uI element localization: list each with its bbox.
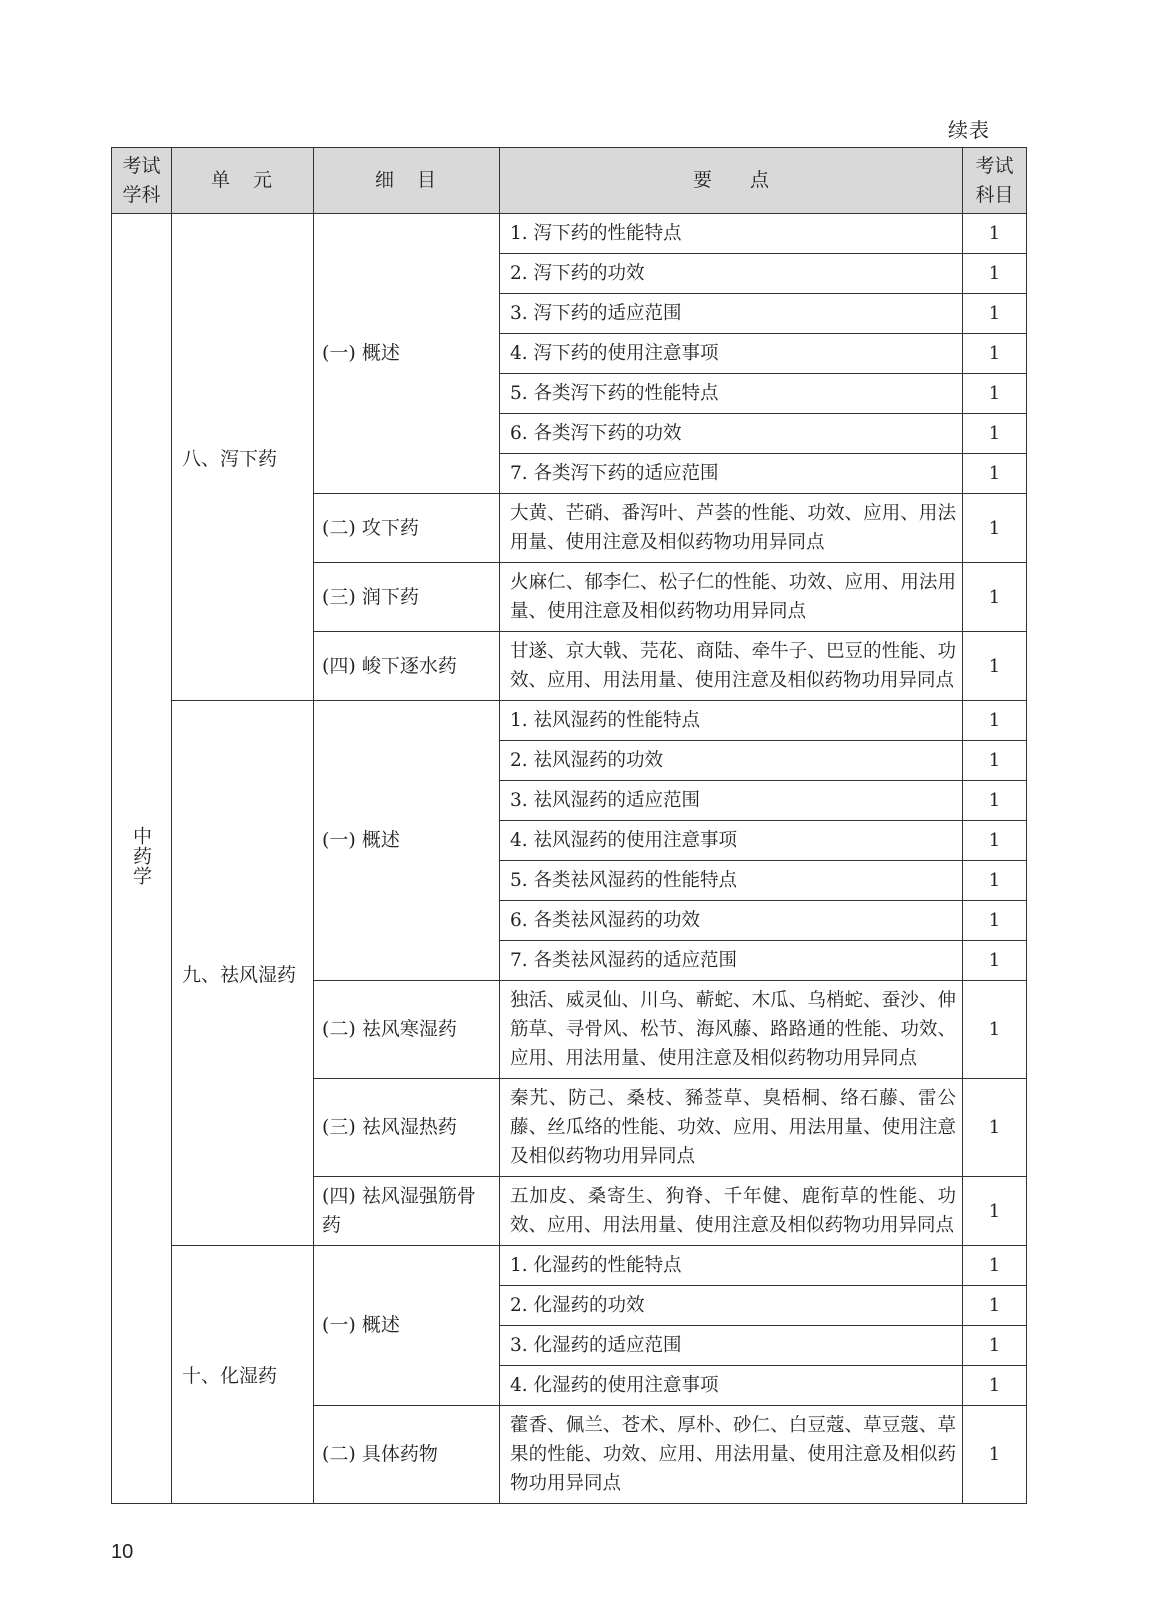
syllabus-table	[111, 147, 1027, 1504]
exam-cell: 1	[963, 701, 1027, 741]
header-subject: 考试 学科	[112, 148, 172, 214]
detail-cell: (三) 祛风湿热药	[314, 1079, 500, 1177]
point-cell: 藿香、佩兰、苍术、厚朴、砂仁、白豆蔻、草豆蔻、草果的性能、功效、应用、用法用量、使用注意及相似药物功用异同点	[500, 1406, 963, 1504]
table-body	[112, 214, 1027, 1504]
exam-cell: 1	[963, 294, 1027, 334]
exam-cell: 1	[963, 1246, 1027, 1286]
exam-cell: 1	[963, 1286, 1027, 1326]
point-cell: 7. 各类泻下药的适应范围	[500, 454, 963, 494]
detail-cell: (一) 概述	[314, 701, 500, 981]
header-detail: 细 目	[314, 148, 500, 214]
detail-cell: (一) 概述	[314, 1246, 500, 1406]
point-cell: 2. 化湿药的功效	[500, 1286, 963, 1326]
detail-cell: (三) 润下药	[314, 563, 500, 632]
point-cell: 4. 祛风湿药的使用注意事项	[500, 821, 963, 861]
point-cell: 4. 泻下药的使用注意事项	[500, 334, 963, 374]
table-row	[112, 701, 1027, 741]
exam-cell: 1	[963, 821, 1027, 861]
point-cell: 1. 化湿药的性能特点	[500, 1246, 963, 1286]
table-row	[112, 1246, 1027, 1286]
point-cell: 1. 祛风湿药的性能特点	[500, 701, 963, 741]
exam-cell: 1	[963, 632, 1027, 701]
detail-cell: (四) 祛风湿强筋骨药	[314, 1177, 500, 1246]
exam-cell: 1	[963, 741, 1027, 781]
detail-cell: (四) 峻下逐水药	[314, 632, 500, 701]
unit-cell: 九、祛风湿药	[172, 701, 314, 1246]
header-points: 要 点	[500, 148, 963, 214]
point-cell: 2. 祛风湿药的功效	[500, 741, 963, 781]
point-cell: 6. 各类祛风湿药的功效	[500, 901, 963, 941]
point-cell: 秦艽、防己、桑枝、豨莶草、臭梧桐、络石藤、雷公藤、丝瓜络的性能、功效、应用、用法用量、使用注意及相似药物功用异同点	[500, 1079, 963, 1177]
point-cell: 3. 化湿药的适应范围	[500, 1326, 963, 1366]
point-cell: 3. 泻下药的适应范围	[500, 294, 963, 334]
point-cell: 3. 祛风湿药的适应范围	[500, 781, 963, 821]
exam-cell: 1	[963, 374, 1027, 414]
subject-label: 中药学	[130, 826, 152, 886]
exam-cell: 1	[963, 1406, 1027, 1504]
exam-cell: 1	[963, 1079, 1027, 1177]
table-header	[112, 148, 1027, 214]
exam-cell: 1	[963, 781, 1027, 821]
detail-cell: (二) 具体药物	[314, 1406, 500, 1504]
exam-cell: 1	[963, 494, 1027, 563]
exam-cell: 1	[963, 214, 1027, 254]
unit-cell: 八、泻下药	[172, 214, 314, 701]
point-cell: 7. 各类祛风湿药的适应范围	[500, 941, 963, 981]
exam-cell: 1	[963, 1177, 1027, 1246]
point-cell: 1. 泻下药的性能特点	[500, 214, 963, 254]
exam-cell: 1	[963, 901, 1027, 941]
exam-cell: 1	[963, 254, 1027, 294]
point-cell: 甘遂、京大戟、芫花、商陆、牵牛子、巴豆的性能、功效、应用、用法用量、使用注意及相似药物功用异同点	[500, 632, 963, 701]
detail-cell: (二) 祛风寒湿药	[314, 981, 500, 1079]
exam-cell: 1	[963, 563, 1027, 632]
point-cell: 火麻仁、郁李仁、松子仁的性能、功效、应用、用法用量、使用注意及相似药物功用异同点	[500, 563, 963, 632]
exam-cell: 1	[963, 454, 1027, 494]
page-number: 10	[111, 1541, 134, 1563]
exam-cell: 1	[963, 1326, 1027, 1366]
point-cell: 5. 各类祛风湿药的性能特点	[500, 861, 963, 901]
subject-cell	[112, 214, 172, 1504]
point-cell: 五加皮、桑寄生、狗脊、千年健、鹿衔草的性能、功效、应用、用法用量、使用注意及相似药物功用异同点	[500, 1177, 963, 1246]
point-cell: 2. 泻下药的功效	[500, 254, 963, 294]
exam-cell: 1	[963, 861, 1027, 901]
exam-cell: 1	[963, 1366, 1027, 1406]
header-unit: 单 元	[172, 148, 314, 214]
point-cell: 大黄、芒硝、番泻叶、芦荟的性能、功效、应用、用法用量、使用注意及相似药物功用异同点	[500, 494, 963, 563]
exam-cell: 1	[963, 981, 1027, 1079]
table-row	[112, 214, 1027, 254]
point-cell: 独活、威灵仙、川乌、蕲蛇、木瓜、乌梢蛇、蚕沙、伸筋草、寻骨风、松节、海风藤、路路通的性能、功效、应用、用法用量、使用注意及相似药物功用异同点	[500, 981, 963, 1079]
continued-label: 续表	[948, 118, 990, 142]
point-cell: 4. 化湿药的使用注意事项	[500, 1366, 963, 1406]
detail-cell: (二) 攻下药	[314, 494, 500, 563]
point-cell: 6. 各类泻下药的功效	[500, 414, 963, 454]
exam-cell: 1	[963, 334, 1027, 374]
unit-cell: 十、化湿药	[172, 1246, 314, 1504]
header-exam: 考试 科目	[963, 148, 1027, 214]
point-cell: 5. 各类泻下药的性能特点	[500, 374, 963, 414]
exam-cell: 1	[963, 414, 1027, 454]
detail-cell: (一) 概述	[314, 214, 500, 494]
exam-cell: 1	[963, 941, 1027, 981]
